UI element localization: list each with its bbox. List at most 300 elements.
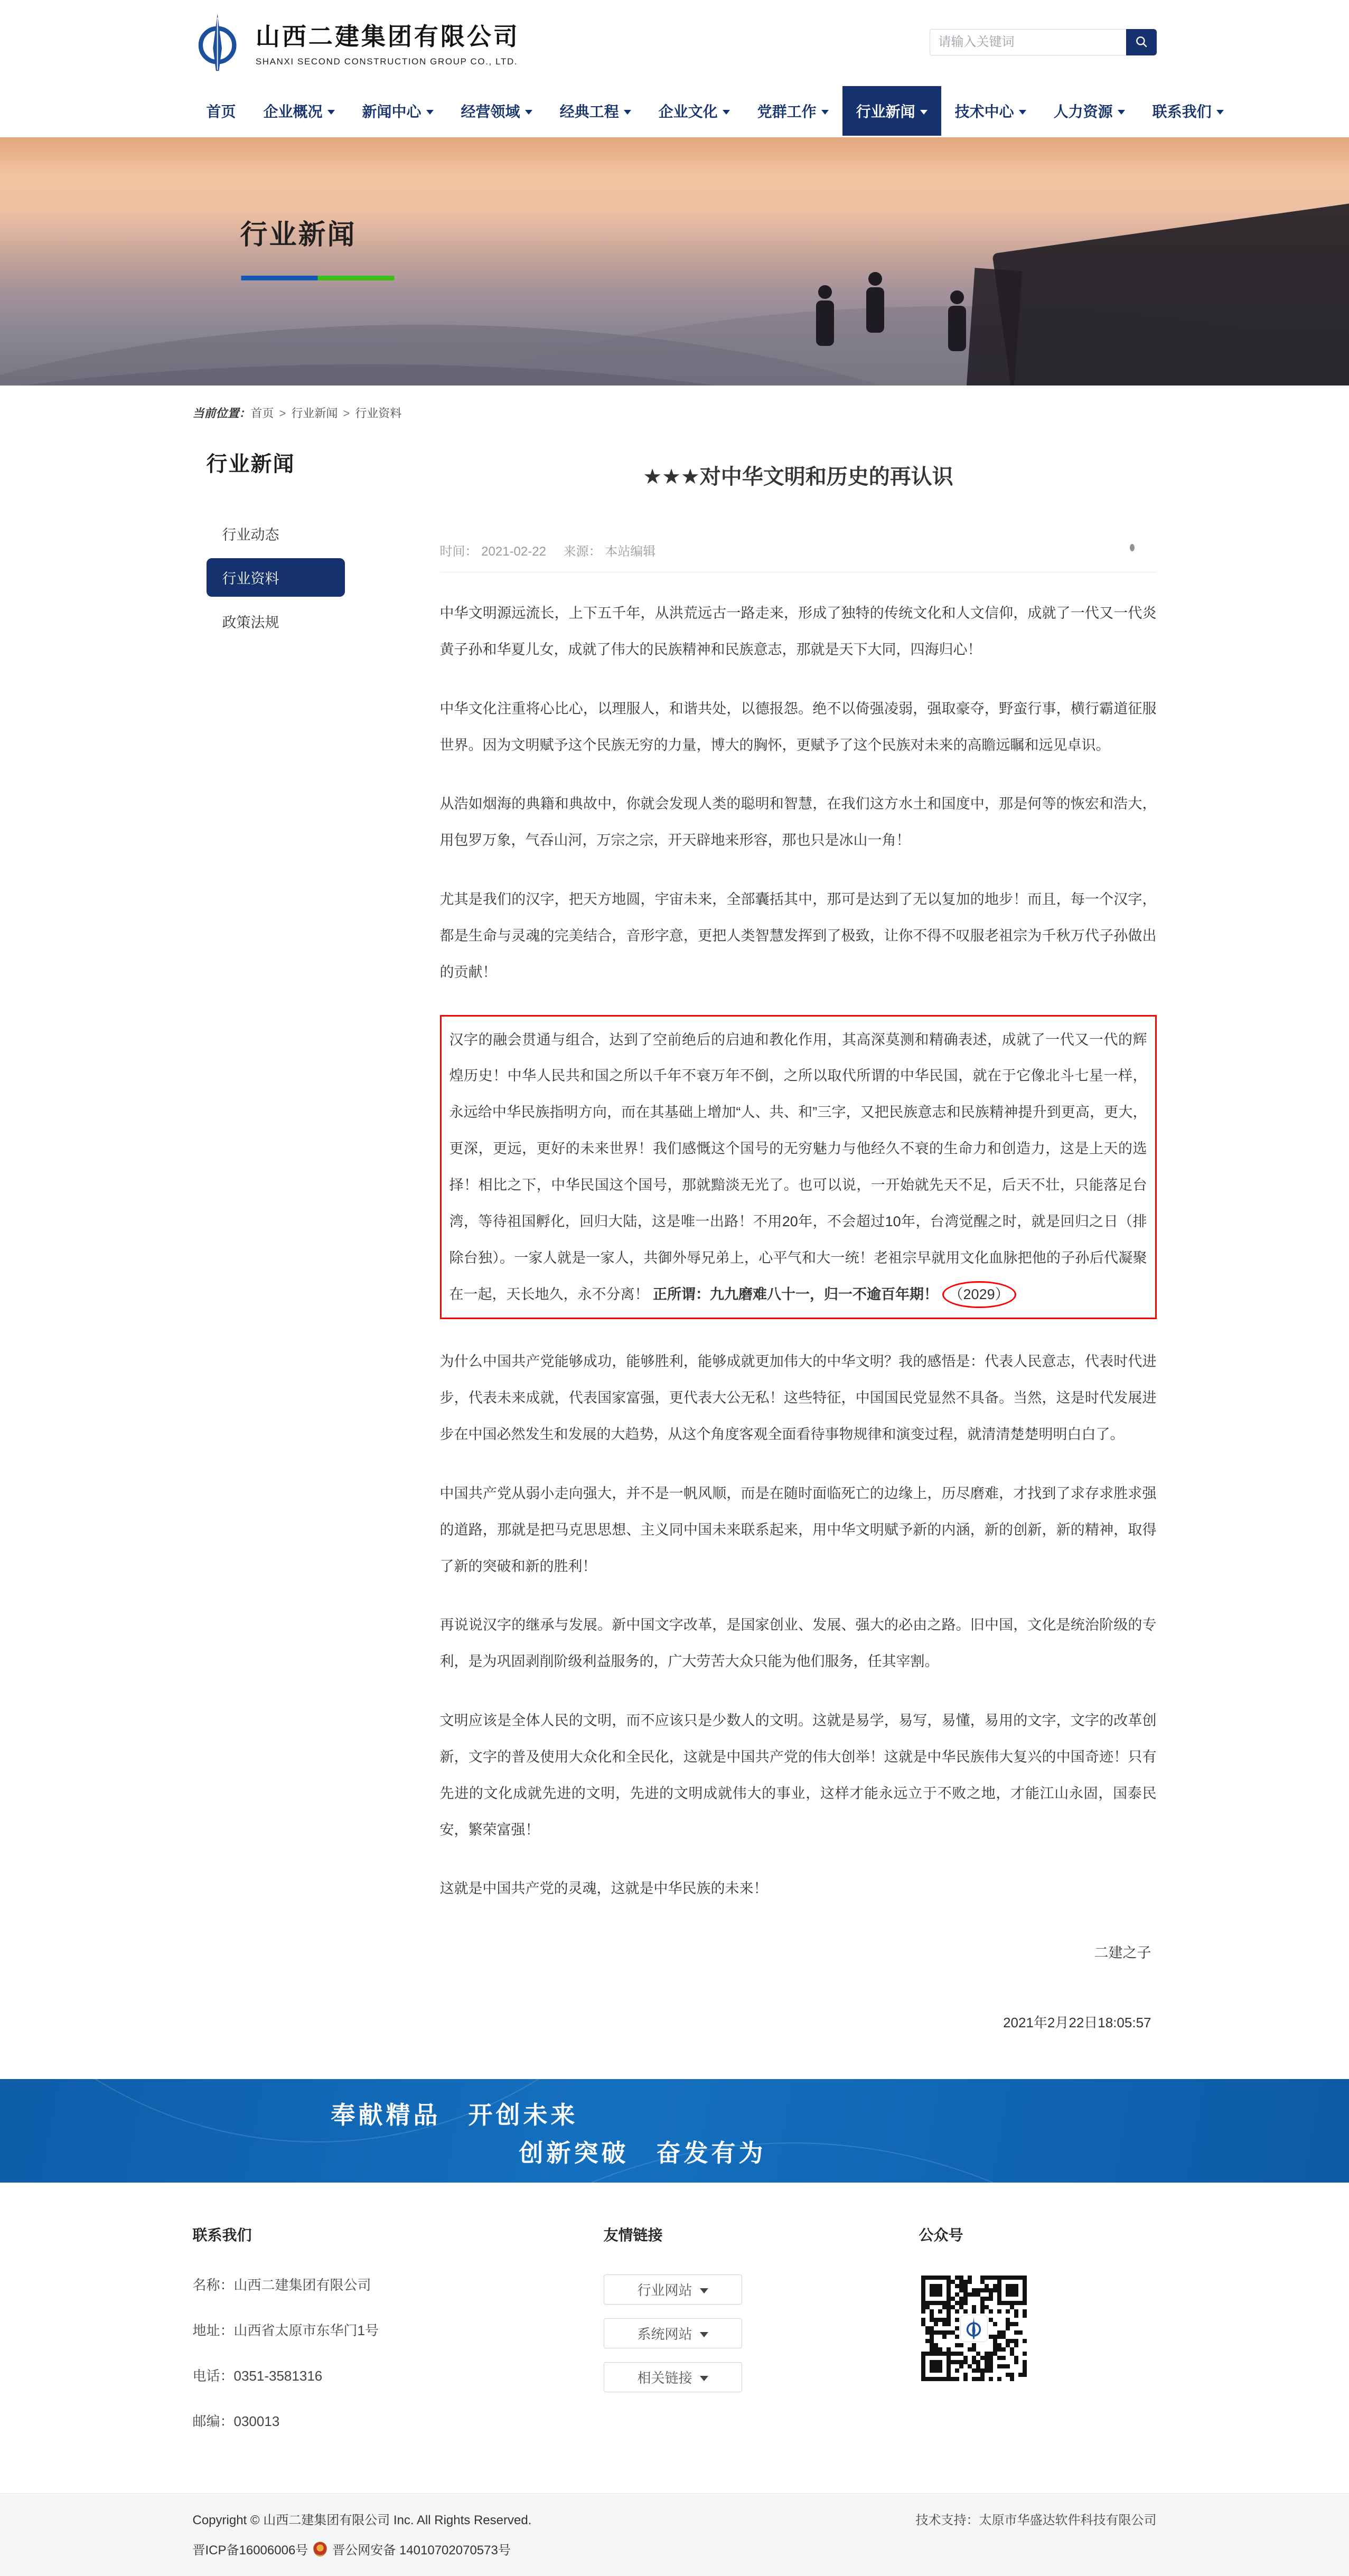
qr-module <box>1006 2314 1010 2318</box>
qr-module <box>921 2356 925 2360</box>
qr-module <box>963 2343 968 2347</box>
qr-module <box>921 2305 925 2309</box>
article-paragraph: 中华文明源远流长，上下五千年，从洪荒远古一路走来，形成了独特的传统文化和人文信仰，成就了一代又一代炎黄子孙和华夏儿女，成就了伟大的民族精神和民族意志，那就是天下大同，四海归心！ <box>439 605 1157 657</box>
nav-item-7[interactable] <box>842 86 941 136</box>
qr-module <box>947 2347 951 2352</box>
qr-module <box>989 2305 993 2309</box>
qr-module <box>1014 2284 1018 2288</box>
qr-module <box>985 2284 989 2288</box>
qr-module <box>934 2280 938 2284</box>
qr-module <box>997 2288 1001 2292</box>
qr-module <box>980 2377 985 2381</box>
meta-source-label: 来源： <box>563 544 602 559</box>
qr-module <box>951 2314 955 2318</box>
qr-module <box>997 2305 1001 2309</box>
qr-module <box>951 2301 955 2305</box>
qr-module <box>955 2377 959 2381</box>
qr-module <box>934 2301 938 2305</box>
qrcode-center-logo-icon <box>960 2315 988 2342</box>
qr-module <box>938 2318 942 2322</box>
qr-module <box>1010 2280 1014 2284</box>
qr-module <box>942 2297 947 2301</box>
qr-module <box>959 2301 963 2305</box>
qr-module <box>997 2276 1001 2280</box>
qr-module <box>930 2297 934 2301</box>
qr-module <box>963 2364 968 2368</box>
qr-module <box>997 2364 1001 2368</box>
qr-module <box>989 2309 993 2314</box>
qr-module <box>1010 2305 1014 2309</box>
qr-module <box>1023 2352 1027 2356</box>
qr-module <box>925 2352 930 2356</box>
qr-module <box>976 2305 980 2309</box>
breadcrumb-link[interactable]: 首页 <box>250 407 274 420</box>
qr-module <box>1010 2276 1014 2280</box>
footer-link-label: 系统网站 <box>637 2326 692 2343</box>
article-paragraph: 尤其是我们的汉字，把天方地圆，宇宙未来，全部囊括其中，那可是达到了无以复加的地步！而且，每一个汉字，都是生命与灵魂的完美结合，音形字意，更把人类智慧发挥到了极致，让你不得不叹服老祖宗为千秋万代子孙做出的贡献！ <box>439 891 1157 980</box>
qr-module <box>1010 2352 1014 2356</box>
qr-module <box>934 2314 938 2318</box>
qr-module <box>921 2330 925 2335</box>
qr-module <box>989 2301 993 2305</box>
qr-module <box>972 2280 976 2284</box>
qr-module <box>976 2368 980 2373</box>
qr-module <box>1006 2343 1010 2347</box>
qr-module <box>942 2309 947 2314</box>
nav-item-6[interactable] <box>744 86 842 136</box>
slogan-band <box>0 2079 1349 2183</box>
qr-module <box>1001 2335 1006 2339</box>
qr-module <box>942 2301 947 2305</box>
nav-item-0[interactable] <box>193 86 250 136</box>
qr-module <box>951 2276 955 2280</box>
article-paragraph: 这就是中国共产党的灵魂，这就是中华民族的未来！ <box>439 1881 768 1897</box>
qr-module <box>989 2335 993 2339</box>
qr-module <box>1018 2364 1023 2368</box>
qr-module <box>930 2326 934 2330</box>
qr-module <box>997 2356 1001 2360</box>
footer-link-button-0[interactable] <box>604 2274 742 2305</box>
qr-module <box>993 2364 997 2368</box>
nav-item-label: 联系我们 <box>1152 104 1212 120</box>
qr-module <box>985 2301 989 2305</box>
qr-module <box>955 2288 959 2292</box>
qr-module <box>942 2368 947 2373</box>
qr-module <box>921 2352 925 2356</box>
qr-module <box>972 2297 976 2301</box>
nav-item-5[interactable] <box>645 86 744 136</box>
qr-module <box>963 2288 968 2292</box>
qr-module <box>1006 2352 1010 2356</box>
qr-module <box>985 2360 989 2364</box>
qr-module <box>1010 2318 1014 2322</box>
qr-module <box>980 2373 985 2377</box>
qr-module <box>1018 2318 1023 2322</box>
qr-module <box>925 2330 930 2335</box>
qr-module <box>1018 2309 1023 2314</box>
meta-time-label: 时间： <box>439 544 478 559</box>
highlight-bold-text: 正所谓：九九磨难八十一，归一不逾百年期！ <box>653 1286 939 1302</box>
nav-item-9[interactable] <box>1040 86 1139 136</box>
qr-module <box>1023 2356 1027 2360</box>
qr-module <box>1006 2284 1010 2288</box>
qr-module <box>972 2364 976 2368</box>
qr-module <box>934 2352 938 2356</box>
qr-module <box>1018 2305 1023 2309</box>
qr-module <box>976 2347 980 2352</box>
nav-item-10[interactable] <box>1139 86 1238 136</box>
search-button[interactable] <box>1126 29 1157 55</box>
qr-module <box>1010 2288 1014 2292</box>
qr-module <box>1023 2364 1027 2368</box>
qr-module <box>1006 2347 1010 2352</box>
qr-module <box>959 2288 963 2292</box>
qr-module <box>993 2360 997 2364</box>
qr-module <box>1014 2335 1018 2339</box>
qr-module <box>930 2322 934 2326</box>
qr-module <box>972 2360 976 2364</box>
qr-module <box>968 2292 972 2297</box>
qr-module <box>993 2373 997 2377</box>
qr-module <box>947 2301 951 2305</box>
qr-module <box>1010 2364 1014 2368</box>
qr-module <box>925 2335 930 2339</box>
qr-module <box>930 2284 934 2288</box>
qr-module <box>980 2356 985 2360</box>
qr-module <box>959 2343 963 2347</box>
qr-module <box>963 2360 968 2364</box>
qr-module <box>938 2314 942 2318</box>
qr-module <box>925 2284 930 2288</box>
qr-module <box>1023 2301 1027 2305</box>
qr-module <box>1023 2288 1027 2292</box>
qr-module <box>963 2309 968 2314</box>
qr-module <box>985 2297 989 2301</box>
qr-module <box>921 2276 925 2280</box>
footer-qrcode-title: 公众号 <box>919 2227 963 2244</box>
highlight-box <box>440 1015 1157 1320</box>
breadcrumb-link[interactable]: 行业资料 <box>355 407 402 420</box>
qr-module <box>989 2368 993 2373</box>
qr-module <box>985 2352 989 2356</box>
qr-module <box>925 2301 930 2305</box>
qr-module <box>993 2297 997 2301</box>
chevron-down-icon <box>920 110 928 115</box>
qr-module <box>1014 2343 1018 2347</box>
qr-module <box>934 2377 938 2381</box>
qr-module <box>951 2280 955 2284</box>
qr-module <box>1006 2305 1010 2309</box>
qr-module <box>963 2280 968 2284</box>
qr-module <box>963 2292 968 2297</box>
qr-module <box>947 2314 951 2318</box>
qr-module <box>997 2347 1001 2352</box>
qr-module <box>1006 2373 1010 2377</box>
qr-module <box>921 2339 925 2343</box>
sidebar-item-2[interactable]: 政策法规 <box>222 615 279 631</box>
qr-module <box>930 2339 934 2343</box>
qr-module <box>1018 2347 1023 2352</box>
qr-module <box>1010 2330 1014 2335</box>
qr-module <box>1018 2343 1023 2347</box>
qr-module <box>1023 2335 1027 2339</box>
qr-module <box>1001 2284 1006 2288</box>
qr-module <box>934 2339 938 2343</box>
qr-module <box>947 2309 951 2314</box>
qr-module <box>997 2284 1001 2288</box>
qr-module <box>951 2297 955 2301</box>
qr-module <box>1006 2280 1010 2284</box>
qr-module <box>921 2288 925 2292</box>
qr-module <box>955 2330 959 2335</box>
qr-module <box>925 2276 930 2280</box>
qr-module <box>976 2364 980 2368</box>
qr-module <box>1001 2280 1006 2284</box>
qr-module <box>951 2347 955 2352</box>
qr-module <box>934 2368 938 2373</box>
logo-block[interactable] <box>193 13 520 72</box>
nav-item-label: 技术中心 <box>954 104 1014 120</box>
qr-module <box>921 2297 925 2301</box>
qr-module <box>985 2343 989 2347</box>
qr-module <box>1010 2326 1014 2330</box>
qr-module <box>997 2352 1001 2356</box>
icp-link[interactable]: 晋ICP备16006006号 <box>192 2543 308 2558</box>
qr-module <box>942 2330 947 2335</box>
qr-module <box>993 2314 997 2318</box>
qr-module <box>925 2377 930 2381</box>
qr-module <box>938 2305 942 2309</box>
nav-item-label: 经典工程 <box>559 104 619 120</box>
qr-module <box>1014 2347 1018 2352</box>
qr-module <box>997 2301 1001 2305</box>
qr-module <box>1018 2297 1023 2301</box>
qr-module <box>989 2318 993 2322</box>
qr-module <box>938 2330 942 2335</box>
qr-module <box>968 2360 972 2364</box>
sidebar-item-1[interactable]: 行业资料 <box>207 558 345 597</box>
qr-module <box>1023 2309 1027 2314</box>
qr-module <box>989 2292 993 2297</box>
qr-module <box>968 2305 972 2309</box>
qr-module <box>942 2343 947 2347</box>
qr-module <box>959 2276 963 2280</box>
qr-module <box>934 2305 938 2309</box>
qr-module <box>1001 2326 1006 2330</box>
qr-module <box>951 2368 955 2373</box>
nav-item-2[interactable] <box>349 86 447 136</box>
qr-module <box>1018 2288 1023 2292</box>
qr-module <box>997 2335 1001 2339</box>
qr-module <box>1001 2309 1006 2314</box>
qr-module <box>1018 2339 1023 2343</box>
qr-module <box>942 2284 947 2288</box>
nav-item-3[interactable] <box>447 86 546 136</box>
bottom-bar <box>0 2493 1349 2576</box>
contact-label: 邮编： <box>192 2413 234 2430</box>
qr-module <box>959 2364 963 2368</box>
qr-module <box>1001 2292 1006 2297</box>
qr-module <box>947 2356 951 2360</box>
qr-module <box>934 2364 938 2368</box>
qr-module <box>1014 2276 1018 2280</box>
qr-module <box>1001 2347 1006 2352</box>
qr-module <box>934 2297 938 2301</box>
qr-module <box>947 2326 951 2330</box>
qr-module <box>1023 2326 1027 2330</box>
qr-module <box>955 2280 959 2284</box>
qr-module <box>1006 2297 1010 2301</box>
qr-module <box>1023 2347 1027 2352</box>
qr-module <box>930 2288 934 2292</box>
article-paragraph: 中华文化注重将心比心，以理服人，和谐共处，以德报怨。绝不以倚强凌弱，强取豪夺，野蛮行事，横行霸道征服世界。因为文明赋予这个民族无穷的力量，博大的胸怀，更赋予了这个民族对未来的高瞻远瞩和远见卓识。 <box>439 700 1157 753</box>
qr-module <box>993 2347 997 2352</box>
qr-module <box>1006 2301 1010 2305</box>
banner-title: 行业新闻 <box>240 220 357 250</box>
qr-module <box>930 2356 934 2360</box>
article-paragraph: 从浩如烟海的典籍和典故中，你就会发现人类的聪明和智慧，在我们这方水土和国度中，那是何等的恢宏和浩大，用包罗万象，气吞山河，万宗之宗，开天辟地来形容，那也只是冰山一角！ <box>439 796 1157 849</box>
qr-module <box>1014 2330 1018 2335</box>
qr-module <box>993 2280 997 2284</box>
qr-module <box>930 2347 934 2352</box>
qr-module <box>921 2322 925 2326</box>
qr-module <box>997 2360 1001 2364</box>
chevron-down-icon <box>1118 110 1125 115</box>
qr-module <box>959 2347 963 2352</box>
qr-module <box>1006 2330 1010 2335</box>
qr-module <box>985 2292 989 2297</box>
article-signature: 二建之子 <box>1094 1945 1151 1961</box>
qr-module <box>959 2352 963 2356</box>
qr-module <box>976 2356 980 2360</box>
qr-module <box>1006 2339 1010 2343</box>
qr-module <box>997 2326 1001 2330</box>
police-filing-link[interactable]: 晋公网安备 14010702070573号 <box>332 2543 511 2558</box>
nav-item-4[interactable] <box>546 86 645 136</box>
qr-module <box>972 2288 976 2292</box>
qr-module <box>921 2292 925 2297</box>
qr-module <box>993 2318 997 2322</box>
qr-module <box>989 2352 993 2356</box>
qr-module <box>947 2276 951 2280</box>
qr-module <box>955 2368 959 2373</box>
qr-module <box>934 2292 938 2297</box>
qr-module <box>955 2305 959 2309</box>
qr-module <box>993 2343 997 2347</box>
qr-module <box>963 2377 968 2381</box>
qr-module <box>1006 2318 1010 2322</box>
tech-support-link[interactable]: 太原市华盛达软件科技有限公司 <box>979 2513 1157 2528</box>
qr-module <box>1014 2364 1018 2368</box>
qr-module <box>968 2368 972 2373</box>
nav-item-8[interactable] <box>941 86 1040 136</box>
qr-module <box>1001 2301 1006 2305</box>
qr-module <box>976 2373 980 2377</box>
qr-module <box>1018 2301 1023 2305</box>
qr-module <box>968 2301 972 2305</box>
qr-module <box>968 2284 972 2288</box>
qr-module <box>938 2280 942 2284</box>
qr-module <box>972 2284 976 2288</box>
search-input[interactable] <box>930 29 1126 55</box>
qr-module <box>951 2339 955 2343</box>
qr-module <box>1010 2314 1014 2318</box>
qr-module <box>921 2326 925 2330</box>
qr-module <box>925 2326 930 2330</box>
qr-module <box>934 2335 938 2339</box>
footer-link-button-1[interactable] <box>604 2318 742 2348</box>
qr-module <box>938 2343 942 2347</box>
qr-module <box>993 2276 997 2280</box>
footer-link-button-2[interactable] <box>604 2362 742 2392</box>
qr-module <box>955 2322 959 2326</box>
qr-module <box>1018 2368 1023 2373</box>
qr-module <box>976 2343 980 2347</box>
sidebar-title: 行业新闻 <box>206 453 295 476</box>
qr-module <box>938 2288 942 2292</box>
qr-module <box>1018 2314 1023 2318</box>
qr-module <box>989 2322 993 2326</box>
meta-time-value: 2021-02-22 <box>481 544 546 559</box>
qr-module <box>972 2343 976 2347</box>
qr-module <box>947 2360 951 2364</box>
qr-module <box>1001 2364 1006 2368</box>
qr-module <box>930 2318 934 2322</box>
qr-module <box>1006 2364 1010 2368</box>
qr-module <box>993 2326 997 2330</box>
qr-module <box>985 2373 989 2377</box>
sidebar-item-0[interactable]: 行业动态 <box>222 527 279 543</box>
qr-module <box>955 2284 959 2288</box>
qr-module <box>1014 2301 1018 2305</box>
qr-module <box>925 2364 930 2368</box>
qr-module <box>1014 2377 1018 2381</box>
qr-module <box>1014 2322 1018 2326</box>
breadcrumb-link[interactable]: 行业新闻 <box>291 407 338 420</box>
search-bar <box>930 29 1157 55</box>
site-header <box>0 0 1349 84</box>
qr-module <box>951 2284 955 2288</box>
contact-value: 0351-3581316 <box>233 2368 323 2384</box>
qr-module <box>976 2284 980 2288</box>
qr-module <box>997 2377 1001 2381</box>
qr-module <box>993 2335 997 2339</box>
qr-module <box>968 2309 972 2314</box>
qr-module <box>942 2352 947 2356</box>
qr-module <box>947 2280 951 2284</box>
nav-item-label: 党群工作 <box>757 104 817 120</box>
qr-module <box>921 2377 925 2381</box>
qr-module <box>938 2364 942 2368</box>
qr-module <box>1018 2356 1023 2360</box>
qr-module <box>951 2335 955 2339</box>
qr-module <box>997 2330 1001 2335</box>
qr-module <box>989 2364 993 2368</box>
qr-module <box>980 2301 985 2305</box>
qr-module <box>930 2330 934 2335</box>
qr-module <box>997 2368 1001 2373</box>
qr-module <box>921 2314 925 2318</box>
qr-module <box>934 2288 938 2292</box>
qr-module <box>955 2339 959 2343</box>
qr-module <box>1018 2352 1023 2356</box>
qr-module <box>930 2305 934 2309</box>
breadcrumb <box>193 386 1157 430</box>
qr-module <box>1014 2297 1018 2301</box>
nav-item-1[interactable] <box>250 86 349 136</box>
page-banner <box>0 137 1349 386</box>
qr-module <box>963 2301 968 2305</box>
